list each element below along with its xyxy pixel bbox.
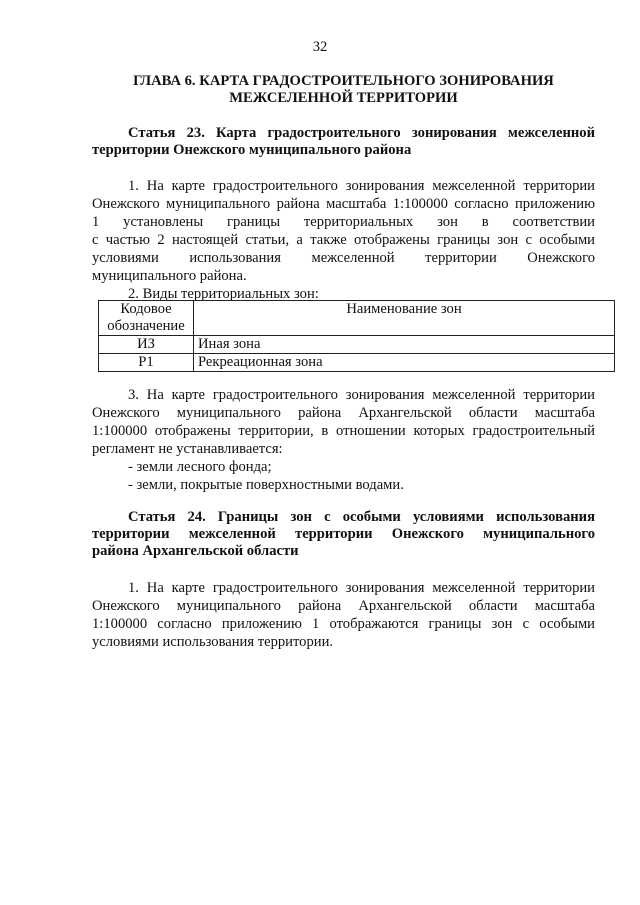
paragraph-line: 1:100000 отображены территории, в отношении которых градостроительный [92,423,595,439]
article-23-title [92,125,595,159]
chapter-title-line: МЕЖСЕЛЕННОЙ ТЕРРИТОРИИ [229,90,458,106]
article-24-title [92,509,595,560]
article-title-line: Статья 23. Карта градостроительного зонирования межселенной [128,125,595,141]
article-23-paragraph-1 [92,177,595,285]
page-number: 32 [312,39,328,55]
paragraph-line: 3. На карте градостроительного зонирования межселенной территории [128,387,595,403]
article-title-line: территории Онежского муниципального района [92,142,412,158]
paragraph-line: регламент не устанавливается: [92,441,283,457]
paragraph-line: Онежского муниципального района масштаба 1:100000 согласно приложению [92,196,595,212]
paragraph-line: 1. На карте градостроительного зонирования межселенной территории [128,178,595,194]
article-title-line: района Архангельской области [92,543,299,559]
paragraph-line: условиями использования территории. [92,634,334,650]
paragraph-line: с частью 2 настоящей статьи, а также отображены границы зон с особыми [92,232,595,248]
table-row [99,354,615,372]
list-item: - земли лесного фонда; [128,459,272,475]
zone-name: Иная зона [194,336,615,354]
chapter-title-line: ГЛАВА 6. КАРТА ГРАДОСТРОИТЕЛЬНОГО ЗОНИРОВАНИЯ [133,73,554,89]
zone-code: Р1 [99,354,194,372]
chapter-title [92,73,595,107]
article-title-line: территории межселенной территории Онежского муниципального [92,526,595,542]
table-row [99,336,615,354]
paragraph-line: Онежского муниципального района Архангельской области масштаба [92,405,595,421]
paragraph-line: 1 установлены границы территориальных зон в соответствии [92,214,595,230]
table-header-row [99,301,615,336]
article-title-line: Статья 24. Границы зон с особыми условиями использования [128,509,595,525]
article-23-paragraph-3 [92,386,595,494]
paragraph-line: условиями использования межселенной территории Онежского [92,250,595,266]
list-item: - земли, покрытые поверхностными водами. [128,477,404,493]
paragraph-line: муниципального района. [92,268,247,284]
article-24-paragraph-1 [92,579,595,651]
table-header-name: Наименование зон [194,301,615,336]
paragraph-line: 2. Виды территориальных зон: [128,286,319,302]
zone-name: Рекреационная зона [194,354,615,372]
paragraph-line: 1. На карте градостроительного зонирования межселенной территории [128,580,595,596]
zones-table [98,300,615,372]
table-header-code: Кодовое обозначение [99,301,194,336]
paragraph-line: 1:100000 согласно приложению 1 отображаются границы зон с особыми [92,616,595,632]
zone-code: ИЗ [99,336,194,354]
zones-table-wrapper [98,300,615,372]
paragraph-line: Онежского муниципального района Архангельской области масштаба [92,598,595,614]
